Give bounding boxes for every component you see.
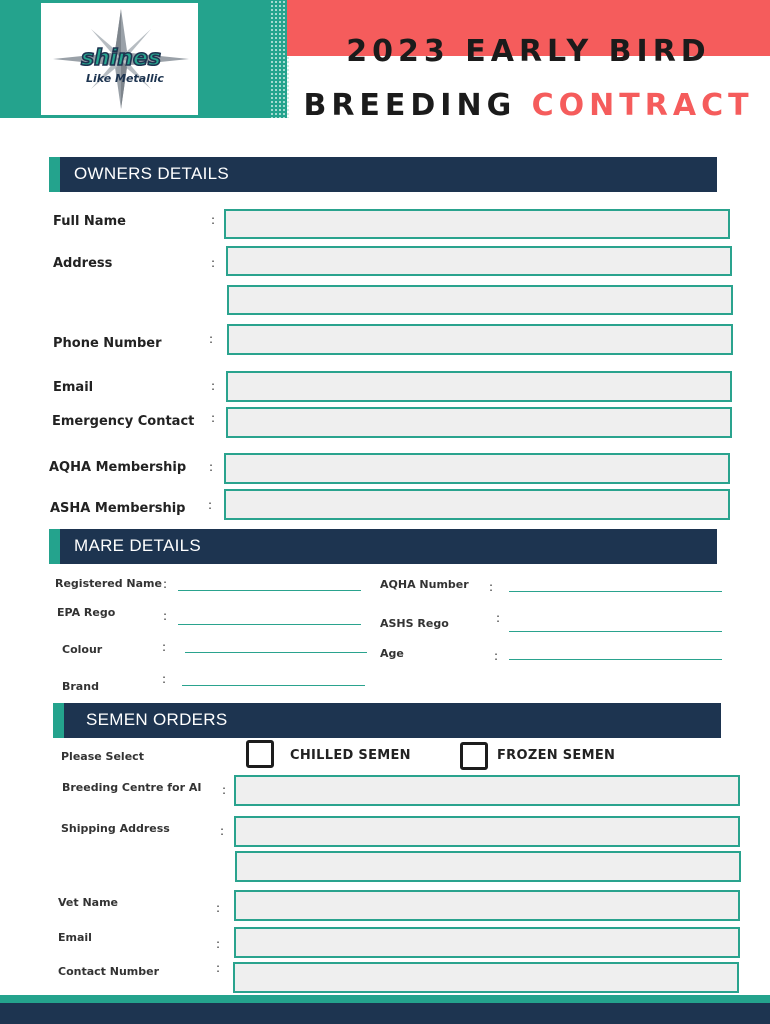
email-label: Email	[53, 380, 94, 395]
semen-email-label: Email	[58, 931, 92, 944]
address-field-line-2[interactable]	[227, 285, 733, 315]
frozen-semen-checkbox[interactable]	[460, 742, 488, 770]
brand-label: Brand	[62, 680, 99, 693]
email-field[interactable]	[226, 371, 732, 402]
semen-email-field[interactable]	[234, 927, 740, 958]
colon: :	[211, 411, 216, 425]
aqha-number-field[interactable]	[509, 591, 722, 592]
epa-rego-field[interactable]	[178, 624, 361, 625]
shipping-address-field-line-2[interactable]	[235, 851, 741, 882]
logo	[41, 3, 198, 115]
age-field[interactable]	[509, 659, 722, 660]
please-select-label: Please Select	[61, 750, 144, 763]
colon: :	[163, 609, 168, 623]
frozen-semen-label: FROZEN SEMEN	[497, 748, 616, 763]
title-main: BREEDING	[303, 88, 517, 123]
semen-section-header	[53, 703, 721, 738]
brand-field[interactable]	[182, 685, 365, 686]
colon: :	[489, 580, 494, 594]
footer-teal-stripe	[0, 995, 770, 1003]
full-name-label: Full Name	[53, 214, 126, 229]
emergency-contact-label: Emergency Contact	[52, 414, 195, 429]
address-field-line-1[interactable]	[226, 246, 732, 276]
registered-name-label: Registered Name	[55, 577, 162, 590]
colon: :	[162, 672, 167, 686]
colon: :	[496, 611, 501, 625]
owners-section-header	[49, 157, 717, 192]
aqha-membership-field[interactable]	[224, 453, 730, 484]
phone-label: Phone Number	[53, 336, 162, 351]
shipping-address-label: Shipping Address	[61, 822, 170, 835]
age-label: Age	[380, 647, 404, 660]
emergency-contact-field[interactable]	[226, 407, 732, 438]
colon: :	[222, 783, 227, 797]
mare-section-header	[49, 529, 717, 564]
asha-membership-field[interactable]	[224, 489, 730, 520]
colon: :	[209, 332, 214, 346]
colon: :	[216, 901, 221, 915]
colon: :	[209, 460, 214, 474]
phone-field[interactable]	[227, 324, 733, 355]
breeding-centre-label: Breeding Centre for AI	[62, 781, 202, 794]
full-name-field[interactable]	[224, 209, 730, 239]
colour-field[interactable]	[185, 652, 367, 653]
aqha-membership-label: AQHA Membership	[49, 460, 187, 475]
aqha-number-label: AQHA Number	[380, 578, 469, 591]
chilled-semen-label: CHILLED SEMEN	[290, 748, 411, 763]
colon: :	[211, 256, 216, 270]
logo-tagline: Like Metallic	[86, 72, 164, 85]
page-title-line-2	[287, 88, 770, 123]
colon: :	[211, 213, 216, 227]
contact-number-label: Contact Number	[58, 965, 160, 978]
vet-name-label: Vet Name	[58, 896, 119, 909]
ashs-rego-field[interactable]	[509, 631, 722, 632]
colon: :	[163, 577, 168, 591]
vet-name-field[interactable]	[234, 890, 740, 921]
logo-wordmark: shines	[81, 46, 161, 71]
colon: :	[208, 498, 213, 512]
colon: :	[494, 649, 499, 663]
address-label: Address	[53, 256, 113, 271]
asha-membership-label: ASHA Membership	[50, 501, 186, 516]
page-title-line-1: 2023 EARLY BIRD	[346, 34, 711, 69]
compass-star-icon	[41, 3, 198, 115]
ashs-rego-label: ASHS Rego	[380, 617, 449, 630]
colon: :	[211, 379, 216, 393]
registered-name-field[interactable]	[178, 590, 361, 591]
colon: :	[162, 640, 167, 654]
footer-navy-bar	[0, 1003, 770, 1024]
owners-section-title: OWNERS DETAILS	[74, 164, 230, 183]
colon: :	[216, 961, 221, 975]
breeding-centre-field[interactable]	[234, 775, 740, 806]
shipping-address-field-line-1[interactable]	[234, 816, 740, 847]
mare-section-title: MARE DETAILS	[74, 536, 202, 555]
colon: :	[220, 824, 225, 838]
colour-label: Colour	[62, 643, 103, 656]
contact-number-field[interactable]	[233, 962, 739, 993]
colon: :	[216, 937, 221, 951]
title-accent: CONTRACT	[531, 88, 754, 123]
chilled-semen-checkbox[interactable]	[246, 740, 274, 768]
semen-section-title: SEMEN ORDERS	[86, 710, 228, 729]
epa-rego-label: EPA Rego	[57, 606, 116, 619]
